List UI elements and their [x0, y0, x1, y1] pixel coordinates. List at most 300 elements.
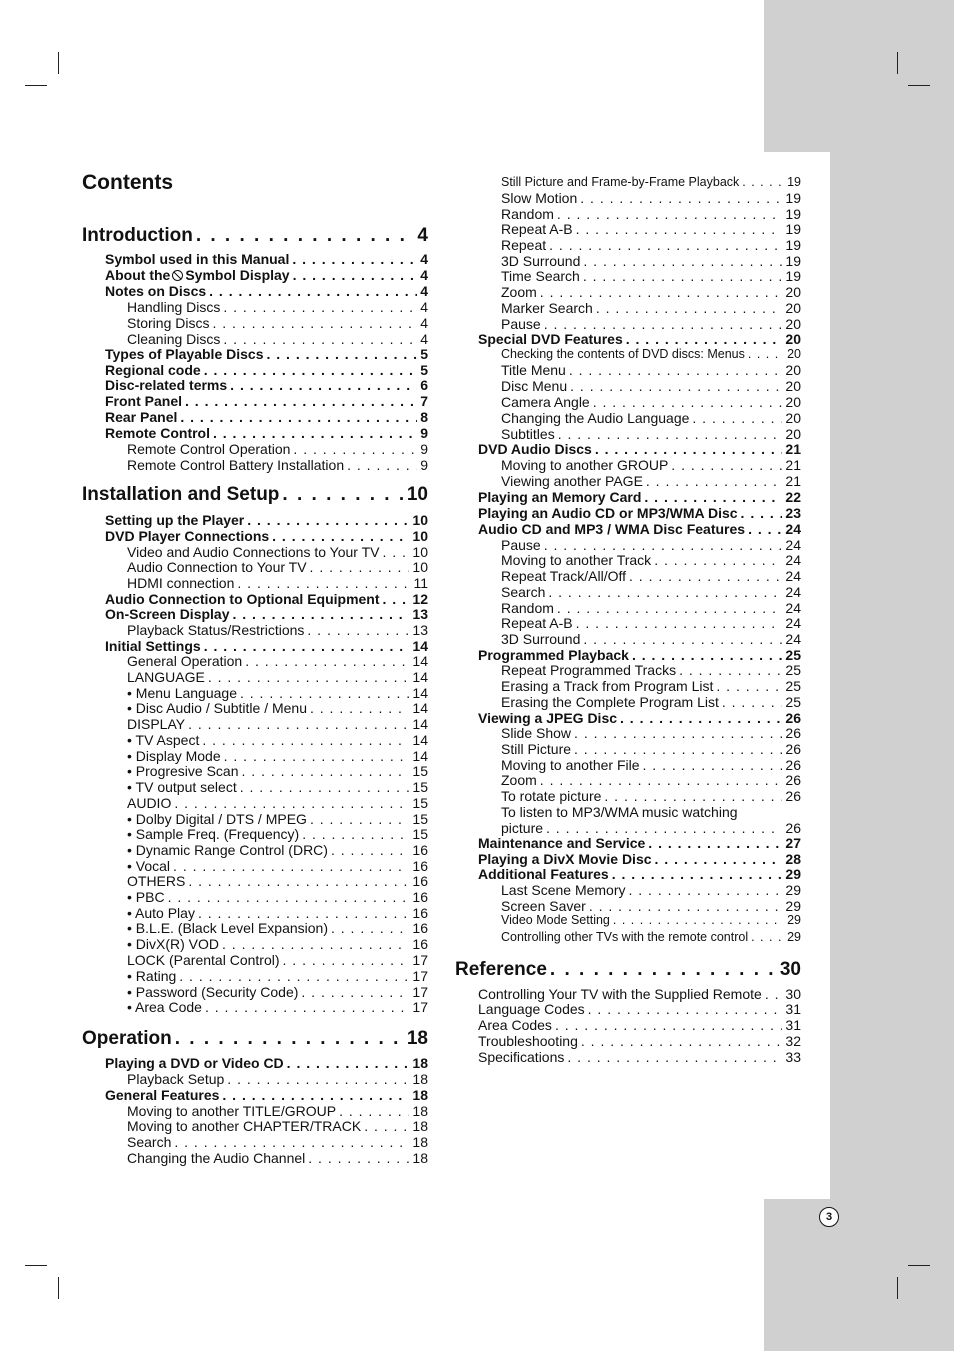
toc-entry-general-operation[interactable]	[127, 653, 428, 669]
toc-entry-repeat-track-all-off[interactable]	[501, 568, 801, 584]
toc-entry-label: • Vocal	[127, 858, 171, 874]
dot-leader	[549, 237, 782, 253]
toc-entry-repeat-a-b[interactable]	[501, 221, 801, 237]
toc-entry-label: Audio CD and MP3 / WMA Disc Features	[478, 521, 746, 537]
toc-entry-label: General Operation	[127, 653, 243, 669]
toc-entry-repeat-programmed-tracks[interactable]	[501, 662, 801, 678]
toc-entry-3d-surround[interactable]	[501, 253, 801, 269]
toc-entry-display[interactable]	[127, 716, 428, 732]
toc-page-number: 16	[412, 905, 428, 921]
toc-page-number: 9	[420, 425, 428, 441]
toc-entry-repeat-a-b[interactable]	[501, 615, 801, 631]
dot-leader	[175, 1028, 404, 1050]
toc-entry-setting-up-the-player[interactable]	[105, 512, 428, 528]
toc-section-reference[interactable]	[455, 959, 801, 981]
toc-entry-3d-surround[interactable]	[501, 631, 801, 647]
dot-leader	[282, 484, 403, 506]
toc-entry-specifications[interactable]	[478, 1049, 801, 1065]
toc-page-number: 18	[412, 1150, 428, 1166]
toc-entry-label: Controlling other TVs with the remote control	[501, 930, 749, 944]
toc-entry-label: • Password (Security Code)	[127, 984, 299, 1000]
toc-page-number: 26	[785, 788, 801, 804]
toc-page-number: 29	[785, 882, 801, 898]
toc-page-number: 14	[412, 669, 428, 685]
toc-page-number: 29	[787, 913, 801, 927]
dot-leader	[331, 842, 409, 858]
toc-entry-random[interactable]	[501, 206, 801, 222]
toc-page-number: 19	[785, 190, 801, 206]
toc-entry-notes-on-discs[interactable]	[105, 283, 428, 299]
dot-leader	[576, 615, 783, 631]
toc-page-number: 16	[412, 873, 428, 889]
toc-entry-playing-an-audio-cd-or-mp3-wma-disc[interactable]	[478, 505, 801, 521]
dot-leader	[174, 795, 409, 811]
dot-leader	[227, 1071, 409, 1087]
toc-entry-on-screen-display[interactable]	[105, 606, 428, 622]
crop-mark	[908, 1265, 930, 1266]
toc-entry-handling-discs[interactable]	[127, 299, 428, 315]
toc-entry-playing-a-divx-movie-disc[interactable]	[478, 851, 801, 867]
toc-page-number: 7	[420, 393, 428, 409]
toc-entry-label: Changing the Audio Language	[501, 410, 690, 426]
toc-page-number: 24	[785, 600, 801, 616]
side-band-top	[764, 0, 954, 152]
toc-page-number: 24	[785, 552, 801, 568]
toc-entry-label: On-Screen Display	[105, 606, 230, 622]
toc-page-number: 19	[785, 237, 801, 253]
toc-entry-label: Storing Discs	[127, 315, 210, 331]
toc-entry-storing-discs[interactable]	[127, 315, 428, 331]
toc-page-number: 16	[412, 858, 428, 874]
toc-page-number: 26	[785, 710, 801, 726]
toc-entry-slow-motion[interactable]	[501, 190, 801, 206]
toc-entry-rear-panel[interactable]	[105, 409, 428, 425]
dot-leader	[223, 331, 417, 347]
toc-entry-label: Troubleshooting	[478, 1033, 578, 1049]
toc-page-number: 19	[785, 268, 801, 284]
toc-entry-still-picture-and-frame-by-frame-playback[interactable]	[501, 175, 801, 191]
dot-leader	[620, 710, 782, 726]
toc-entry-menu-language[interactable]	[127, 685, 428, 701]
dot-leader	[205, 999, 409, 1015]
toc-entry-label: Random	[501, 206, 554, 222]
toc-entry-title-menu[interactable]	[501, 362, 801, 378]
toc-section-introduction[interactable]	[82, 225, 428, 247]
toc-entry-changing-the-audio-language[interactable]	[501, 410, 801, 426]
toc-entry-label: • PBC	[127, 889, 165, 905]
dot-leader	[242, 763, 410, 779]
toc-entry-label: Handling Discs	[127, 299, 221, 315]
toc-entry-to-listen-to-mp3-wma-music-watching[interactable]	[501, 804, 801, 820]
toc-entry-label: Remote Control	[105, 425, 210, 441]
toc-page-number: 20	[785, 410, 801, 426]
toc-entry-label: 3D Surround	[501, 631, 581, 647]
toc-entry-remote-control[interactable]	[105, 425, 428, 441]
dot-leader	[555, 1017, 782, 1033]
toc-entry-label: • Sample Freq. (Frequency)	[127, 826, 300, 842]
toc-page-number: 17	[412, 952, 428, 968]
toc-entry-playback-setup[interactable]	[127, 1071, 428, 1087]
dot-leader	[765, 986, 783, 1002]
toc-page-number: 25	[785, 694, 801, 710]
toc-entry-label: Audio Connection to Optional Equipment	[105, 591, 380, 607]
dot-leader	[382, 544, 409, 560]
dot-leader	[567, 1049, 782, 1065]
toc-entry-label: Remote Control Battery Installation	[127, 457, 345, 473]
toc-page-number: 32	[785, 1033, 801, 1049]
toc-entry-viewing-a-jpeg-disc[interactable]	[478, 710, 801, 726]
toc-entry-rating[interactable]	[127, 968, 428, 984]
crop-mark	[897, 1277, 898, 1299]
dot-leader	[629, 568, 782, 584]
dot-leader	[583, 268, 783, 284]
toc-page-number: 19	[787, 175, 801, 189]
dot-leader	[646, 473, 783, 489]
toc-entry-label: Repeat A-B	[501, 615, 573, 631]
toc-entry-label: Erasing the Complete Program List	[501, 694, 719, 710]
toc-entry-tv-output-select[interactable]	[127, 779, 428, 795]
toc-entry-troubleshooting[interactable]	[478, 1033, 801, 1049]
dot-leader	[287, 1055, 410, 1071]
toc-entry-label: Rear Panel	[105, 409, 178, 425]
toc-page-number: 26	[785, 741, 801, 757]
toc-entry-label: Viewing another PAGE	[501, 473, 643, 489]
dot-leader	[204, 362, 418, 378]
toc-entry-remote-control-operation[interactable]	[127, 441, 428, 457]
toc-entry-playing-an-memory-card[interactable]	[478, 489, 801, 505]
dot-leader	[266, 346, 417, 362]
toc-entry-label: Repeat A-B	[501, 221, 573, 237]
toc-page-number: 18	[412, 1087, 428, 1103]
toc-entry-random[interactable]	[501, 600, 801, 616]
dot-leader	[331, 920, 409, 936]
toc-page-number: 30	[779, 959, 801, 980]
toc-entry-subtitles[interactable]	[501, 426, 801, 442]
toc-page-number: 5	[420, 346, 428, 362]
toc-entry-zoom[interactable]	[501, 772, 801, 788]
toc-entry-label: Front Panel	[105, 393, 183, 409]
toc-entry-label: • Dynamic Range Control (DRC)	[127, 842, 328, 858]
toc-entry-label: Slide Show	[501, 725, 572, 741]
toc-entry-label: Repeat Track/All/Off	[501, 568, 627, 584]
toc-entry-moving-to-another-track[interactable]	[501, 552, 801, 568]
toc-entry-label: Checking the contents of DVD discs: Menus	[501, 347, 745, 361]
crop-mark	[58, 52, 59, 74]
dot-leader	[364, 1118, 409, 1134]
toc-entry-auto-play[interactable]	[127, 905, 428, 921]
dot-leader	[558, 426, 783, 442]
toc-entry-search[interactable]	[501, 584, 801, 600]
toc-page-number: 13	[412, 622, 428, 638]
toc-entry-sample-freq-frequency[interactable]	[127, 826, 428, 842]
toc-entry-label: DISPLAY	[127, 716, 186, 732]
toc-entry-label: Operation	[82, 1028, 172, 1049]
dot-leader	[185, 393, 417, 409]
toc-section-operation[interactable]	[82, 1028, 428, 1050]
toc-entry-audio-connection-to-optional-equipment[interactable]	[105, 591, 428, 607]
toc-entry-label: Marker Search	[501, 300, 593, 316]
toc-entry-label: Language Codes	[478, 1001, 585, 1017]
toc-entry-maintenance-and-service[interactable]	[478, 835, 801, 851]
toc-entry-video-and-audio-connections-to-your-tv[interactable]	[127, 544, 428, 560]
toc-entry-label: Specifications	[478, 1049, 565, 1065]
toc-page-number: 18	[412, 1055, 428, 1071]
crop-mark	[58, 1277, 59, 1299]
toc-entry-disc-menu[interactable]	[501, 378, 801, 394]
toc-page-number: 24	[785, 568, 801, 584]
toc-entry-area-codes[interactable]	[478, 1017, 801, 1033]
dot-leader	[245, 653, 409, 669]
toc-page-number: 29	[787, 930, 801, 944]
toc-entry-controlling-other-tvs-with-the-remote-control[interactable]	[501, 930, 801, 946]
toc-page-number: 15	[412, 779, 428, 795]
toc-page-number: 14	[412, 716, 428, 732]
toc-entry-audio-connection-to-your-tv[interactable]	[127, 559, 428, 575]
toc-entry-pause[interactable]	[501, 316, 801, 332]
toc-entry-changing-the-audio-channel[interactable]	[127, 1150, 428, 1166]
toc-entry-moving-to-another-file[interactable]	[501, 757, 801, 773]
dot-leader	[174, 1134, 409, 1150]
toc-entry-checking-the-contents-of-dvd-discs-menus[interactable]	[501, 347, 801, 363]
dot-leader	[643, 757, 783, 773]
toc-entry-label: Zoom	[501, 772, 537, 788]
toc-entry-tv-aspect[interactable]	[127, 732, 428, 748]
dot-leader	[168, 889, 410, 905]
toc-entry-additional-features[interactable]	[478, 866, 801, 882]
toc-entry-zoom[interactable]	[501, 284, 801, 300]
toc-page-number: 10	[412, 559, 428, 575]
toc-entry-erasing-a-track-from-program-list[interactable]	[501, 678, 801, 694]
toc-page-number: 19	[785, 206, 801, 222]
toc-entry-about-the[interactable]	[105, 267, 428, 283]
dot-leader	[237, 575, 410, 591]
toc-entry-symbol-used-in-this-manual[interactable]	[105, 251, 428, 267]
toc-entry-label: Video and Audio Connections to Your TV	[127, 544, 380, 560]
toc-page-number: 30	[785, 986, 801, 1002]
toc-entry-moving-to-another-group[interactable]	[501, 457, 801, 473]
toc-entry-video-mode-setting[interactable]	[501, 913, 801, 929]
toc-entry-last-scene-memory[interactable]	[501, 882, 801, 898]
toc-entry-general-features[interactable]	[105, 1087, 428, 1103]
toc-entry-label: Time Search	[501, 268, 580, 284]
dot-leader	[751, 930, 784, 944]
toc-entry-lock-parental-control[interactable]	[127, 952, 428, 968]
toc-page-number: 10	[412, 528, 428, 544]
toc-entry-moving-to-another-title-group[interactable]	[127, 1103, 428, 1119]
toc-entry-label: • Display Mode	[127, 748, 221, 764]
toc-page-number: 15	[412, 826, 428, 842]
dot-leader	[613, 913, 784, 927]
toc-page-number: 12	[412, 591, 428, 607]
toc-entry-moving-to-another-chapter-track[interactable]	[127, 1118, 428, 1134]
toc-entry-label: Disc Menu	[501, 378, 568, 394]
toc-entry-language-codes[interactable]	[478, 1001, 801, 1017]
toc-entry-audio[interactable]	[127, 795, 428, 811]
toc-entry-label: • Menu Language	[127, 685, 237, 701]
toc-page-number: 8	[420, 409, 428, 425]
dot-leader	[546, 820, 782, 836]
dot-leader	[648, 835, 782, 851]
toc-entry-audio-cd-and-mp3-wma-disc-features[interactable]	[478, 521, 801, 537]
toc-entry-controlling-your-tv-with-the-supplied-remote[interactable]	[478, 986, 801, 1002]
toc-entry-types-of-playable-discs[interactable]	[105, 346, 428, 362]
toc-page-number: 20	[785, 378, 801, 394]
toc-entry-label: Pause	[501, 316, 541, 332]
toc-entry-label: Regional code	[105, 362, 201, 378]
toc-entry-divx-r-vod[interactable]	[127, 936, 428, 952]
toc-entry-label: 3D Surround	[501, 253, 581, 269]
toc-page-number: 19	[785, 221, 801, 237]
toc-entry-time-search[interactable]	[501, 268, 801, 284]
toc-entry-label: Zoom	[501, 284, 537, 300]
dot-leader	[596, 300, 783, 316]
dot-leader	[692, 410, 782, 426]
toc-entry-dolby-digital-dts-mpeg[interactable]	[127, 811, 428, 827]
dot-leader	[632, 647, 782, 663]
crop-mark	[25, 1265, 47, 1266]
toc-entry-camera-angle[interactable]	[501, 394, 801, 410]
toc-entry-remote-control-battery-installation[interactable]	[127, 457, 428, 473]
dot-leader	[173, 858, 409, 874]
toc-entry-progresive-scan[interactable]	[127, 763, 428, 779]
toc-entry-label: Area Codes	[478, 1017, 552, 1033]
toc-entry-b-l-e-black-level-expansion[interactable]	[127, 920, 428, 936]
toc-page-number: 25	[785, 647, 801, 663]
toc-entry-dynamic-range-control-drc[interactable]	[127, 842, 428, 858]
toc-page-number: 24	[785, 631, 801, 647]
toc-entry-front-panel[interactable]	[105, 393, 428, 409]
toc-entry-playback-status-restrictions[interactable]	[127, 622, 428, 638]
dot-leader	[588, 1001, 783, 1017]
toc-page-number: 16	[412, 936, 428, 952]
toc-page-number: 13	[412, 606, 428, 622]
toc-entry-programmed-playback[interactable]	[478, 647, 801, 663]
dot-leader	[671, 457, 782, 473]
toc-page-number: 4	[420, 299, 428, 315]
toc-page-number: 31	[785, 1017, 801, 1033]
toc-entry-disc-audio-subtitle-menu[interactable]	[127, 700, 428, 716]
dot-leader	[557, 206, 783, 222]
dot-leader	[557, 600, 783, 616]
toc-entry-label: Playing an Audio CD or MP3/WMA Disc	[478, 505, 738, 521]
dot-leader	[580, 190, 782, 206]
toc-entry-dvd-player-connections[interactable]	[105, 528, 428, 544]
toc-entry-viewing-another-page[interactable]	[501, 473, 801, 489]
toc-page-number: 18	[412, 1071, 428, 1087]
dot-leader	[204, 638, 410, 654]
dot-leader	[213, 425, 417, 441]
toc-entry-label: Moving to another TITLE/GROUP	[127, 1103, 337, 1119]
toc-entry-dvd-audio-discs[interactable]	[478, 441, 801, 457]
toc-entry-special-dvd-features[interactable]	[478, 331, 801, 347]
toc-entry-initial-settings[interactable]	[105, 638, 428, 654]
toc-page-number: 18	[412, 1103, 428, 1119]
toc-entry-cleaning-discs[interactable]	[127, 331, 428, 347]
page-number: 3	[819, 1207, 839, 1227]
toc-entry-regional-code[interactable]	[105, 362, 428, 378]
dot-leader	[293, 267, 418, 283]
dot-leader	[581, 1033, 783, 1049]
toc-entry-label: Last Scene Memory	[501, 882, 626, 898]
toc-entry-search[interactable]	[127, 1134, 428, 1150]
dot-leader	[188, 716, 409, 732]
toc-page-number: 4	[417, 225, 428, 246]
toc-entry-to-rotate-picture[interactable]	[501, 788, 801, 804]
toc-page-number: 14	[412, 700, 428, 716]
toc-entry-others[interactable]	[127, 873, 428, 889]
toc-entry-vocal[interactable]	[127, 858, 428, 874]
dot-leader	[644, 489, 782, 505]
dot-leader	[310, 559, 410, 575]
toc-page-number: 28	[785, 851, 801, 867]
toc-entry-label: Types of Playable Discs	[105, 346, 264, 362]
toc-entry-label: • DivX(R) VOD	[127, 936, 220, 952]
toc-entry-pause[interactable]	[501, 537, 801, 553]
toc-entry-still-picture[interactable]	[501, 741, 801, 757]
toc-page-number: 25	[785, 662, 801, 678]
toc-entry-label: • Disc Audio / Subtitle / Menu	[127, 700, 307, 716]
dot-leader	[308, 1150, 409, 1166]
toc-entry-display-mode[interactable]	[127, 748, 428, 764]
dot-leader	[716, 678, 782, 694]
toc-entry-label: OTHERS	[127, 873, 186, 889]
toc-page-number: 24	[785, 521, 801, 537]
toc-entry-label: DVD Audio Discs	[478, 441, 592, 457]
toc-page-number: 9	[420, 441, 428, 457]
toc-entry-area-code[interactable]	[127, 999, 428, 1015]
toc-entry-picture[interactable]	[501, 820, 801, 836]
toc-entry-label: Notes on Discs	[105, 283, 207, 299]
toc-entry-marker-search[interactable]	[501, 300, 801, 316]
toc-page-number: 27	[785, 835, 801, 851]
dot-leader	[741, 505, 783, 521]
toc-entry-slide-show[interactable]	[501, 725, 801, 741]
toc-entry-label: Slow Motion	[501, 190, 578, 206]
dot-leader	[233, 606, 410, 622]
dot-leader	[583, 631, 782, 647]
toc-page-number: 23	[785, 505, 801, 521]
toc-entry-label: Moving to another GROUP	[501, 457, 669, 473]
toc-section-installation-and-setup[interactable]	[82, 484, 428, 506]
toc-entry-playing-a-dvd-or-video-cd[interactable]	[105, 1055, 428, 1071]
dot-leader	[196, 225, 415, 247]
toc-entry-label: Search	[501, 584, 546, 600]
dot-leader	[293, 441, 417, 457]
dot-leader	[302, 826, 409, 842]
toc-entry-repeat[interactable]	[501, 237, 801, 253]
toc-entry-language[interactable]	[127, 669, 428, 685]
toc-entry-label: DVD Player Connections	[105, 528, 270, 544]
toc-entry-hdmi-connection[interactable]	[127, 575, 428, 591]
toc-entry-label: Subtitles	[501, 426, 555, 442]
dot-leader	[310, 811, 409, 827]
dot-leader	[179, 968, 409, 984]
toc-entry-label: Playback Setup	[127, 1071, 225, 1087]
toc-page-number: 33	[785, 1049, 801, 1065]
toc-entry-label: Changing the Audio Channel	[127, 1150, 306, 1166]
toc-entry-erasing-the-complete-program-list[interactable]	[501, 694, 801, 710]
toc-entry-pbc[interactable]	[127, 889, 428, 905]
toc-entry-label: Audio Connection to Your TV	[127, 559, 307, 575]
toc-entry-password-security-code[interactable]	[127, 984, 428, 1000]
toc-entry-label: Title Menu	[501, 362, 566, 378]
dot-leader	[224, 748, 410, 764]
toc-page-number: 14	[412, 638, 428, 654]
dot-leader	[198, 905, 409, 921]
dot-leader	[540, 772, 783, 788]
toc-entry-screen-saver[interactable]	[501, 898, 801, 914]
toc-entry-disc-related-terms[interactable]	[105, 377, 428, 393]
